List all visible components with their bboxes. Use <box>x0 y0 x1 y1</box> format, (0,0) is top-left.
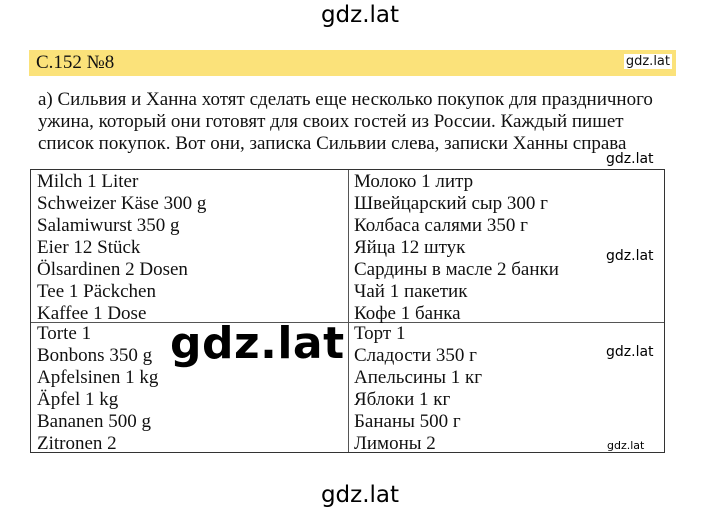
watermark-header: gdz.lat <box>625 54 670 69</box>
list-item: Молоко 1 литр <box>354 171 474 192</box>
list-item: Salamiwurst 350 g <box>37 215 180 236</box>
list-item: Schweizer Käse 300 g <box>37 193 207 214</box>
list-item: Torte 1 <box>37 323 92 344</box>
list-item: Apfelsinen 1 kg <box>37 367 159 388</box>
list-item: Ölsardinen 2 Dosen <box>37 259 188 280</box>
watermark-right-3: gdz.lat <box>606 344 654 360</box>
watermark-corner: gdz.lat <box>607 439 645 452</box>
list-item: Швейцарский сыр 300 г <box>354 193 548 214</box>
list-item: Сардины в масле 2 банки <box>354 259 559 280</box>
task-text: а) Сильвия и Ханна хотят сделать еще несколько покупок для праздничного ужина, который они готовят для своих гостей из России. Каждый пишет список покупок. Вот они, записка Сильвии слева, записки Ханны справа <box>38 89 653 154</box>
cell-bottom-right <box>354 323 482 455</box>
watermark-right-2: gdz.lat <box>606 248 654 264</box>
list-item: Äpfel 1 kg <box>37 389 119 410</box>
list-item: Колбаса салями 350 г <box>354 215 528 236</box>
list-item: Чай 1 пакетик <box>354 281 468 302</box>
list-item: Кофе 1 банка <box>354 303 461 324</box>
watermark-center: gdz.lat <box>170 318 345 369</box>
exercise-title: С.152 №8 <box>36 52 115 73</box>
list-item: Торт 1 <box>354 323 406 344</box>
list-item: Bonbons 350 g <box>37 345 153 366</box>
shopping-list-table <box>30 169 665 453</box>
table-vertical-divider <box>348 170 349 452</box>
list-item: Zitronen 2 <box>37 433 117 454</box>
list-item: Яйца 12 штук <box>354 237 466 258</box>
list-item: Лимоны 2 <box>354 433 436 454</box>
list-item: Яблоки 1 кг <box>354 389 451 410</box>
list-item: Milch 1 Liter <box>37 171 139 192</box>
cell-top-right <box>354 171 559 325</box>
watermark-bottom: gdz.lat <box>320 482 400 508</box>
list-item: Bananen 500 g <box>37 411 151 432</box>
list-item: Eier 12 Stück <box>37 237 141 258</box>
cell-bottom-left <box>37 323 158 455</box>
watermark-top: gdz.lat <box>320 2 400 28</box>
list-item: Kaffee 1 Dose <box>37 303 147 324</box>
list-item: Tee 1 Päckchen <box>37 281 156 302</box>
watermark-right-1: gdz.lat <box>606 151 654 167</box>
list-item: Сладости 350 г <box>354 345 477 366</box>
list-item: Бананы 500 г <box>354 411 461 432</box>
cell-top-left <box>37 171 206 325</box>
exercise-header <box>29 50 676 76</box>
list-item: Апельсины 1 кг <box>354 367 483 388</box>
